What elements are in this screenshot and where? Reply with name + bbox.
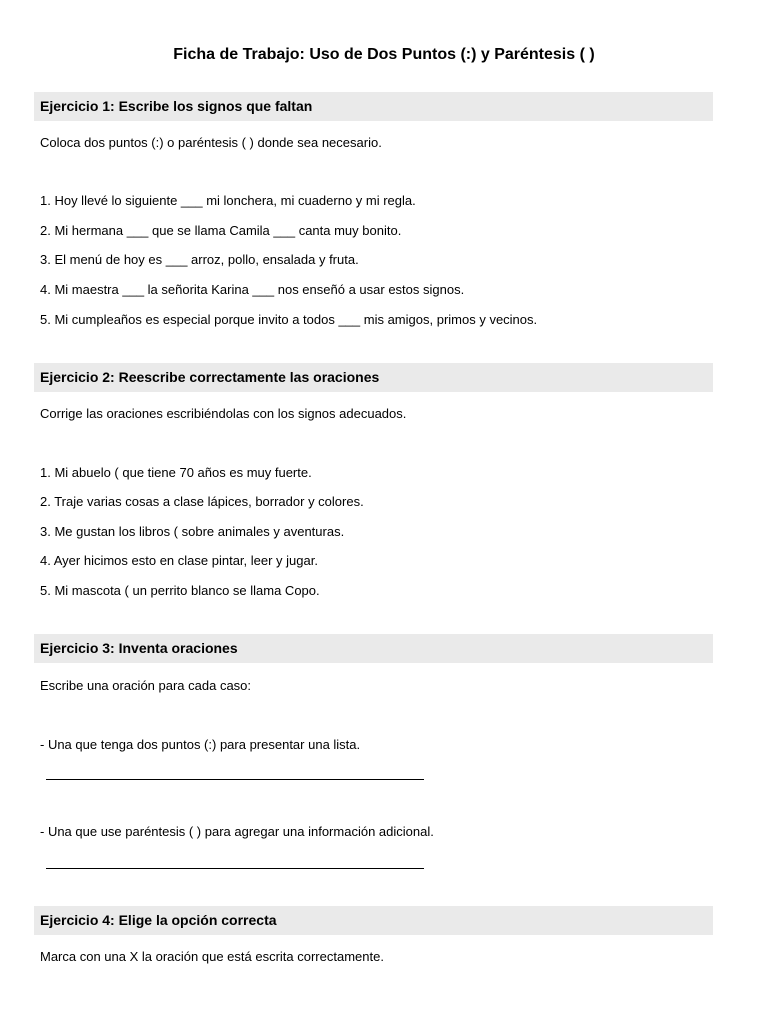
exercise-2-item-3: 3. Me gustan los libros ( sobre animales y aventuras. — [40, 524, 345, 539]
exercise-3-item-1: - Una que tenga dos puntos (:) para presentar una lista. — [40, 737, 361, 752]
answer-line-2[interactable] — [46, 868, 424, 869]
exercise-2-header: Ejercicio 2: Reescribe correctamente las oraciones — [34, 363, 713, 392]
exercise-1-item-4: 4. Mi maestra ___ la señorita Karina ___ nos enseñó a usar estos signos. — [40, 282, 465, 297]
page-title: Ficha de Trabajo: Uso de Dos Puntos (:) y Paréntesis ( ) — [173, 46, 595, 63]
exercise-3-instruction: Escribe una oración para cada caso: — [40, 678, 252, 693]
exercise-2-item-2: 2. Traje varias cosas a clase lápices, borrador y colores. — [40, 494, 364, 509]
exercise-1-item-1: 1. Hoy llevé lo siguiente ___ mi lonchera, mi cuaderno y mi regla. — [40, 193, 416, 208]
exercise-1-header: Ejercicio 1: Escribe los signos que faltan — [34, 92, 713, 121]
exercise-4-instruction: Marca con una X la oración que está escrita correctamente. — [40, 949, 384, 964]
exercise-1-item-2: 2. Mi hermana ___ que se llama Camila ___ canta muy bonito. — [40, 223, 402, 238]
exercise-2-instruction: Corrige las oraciones escribiéndolas con los signos adecuados. — [40, 406, 407, 421]
exercise-1-item-5: 5. Mi cumpleaños es especial porque invito a todos ___ mis amigos, primos y vecinos. — [40, 312, 538, 327]
exercise-3-item-2: - Una que use paréntesis ( ) para agregar una información adicional. — [40, 824, 434, 839]
exercise-3-header: Ejercicio 3: Inventa oraciones — [34, 634, 713, 663]
exercise-2-item-4: 4. Ayer hicimos esto en clase pintar, leer y jugar. — [40, 553, 318, 568]
exercise-1-instruction: Coloca dos puntos (:) o paréntesis ( ) donde sea necesario. — [40, 135, 382, 150]
exercise-1-item-3: 3. El menú de hoy es ___ arroz, pollo, ensalada y fruta. — [40, 252, 359, 267]
exercise-2-item-5: 5. Mi mascota ( un perrito blanco se llama Copo. — [40, 583, 320, 598]
answer-line-1[interactable] — [46, 779, 424, 780]
exercise-2-item-1: 1. Mi abuelo ( que tiene 70 años es muy fuerte. — [40, 465, 312, 480]
exercise-4-header: Ejercicio 4: Elige la opción correcta — [34, 906, 713, 935]
